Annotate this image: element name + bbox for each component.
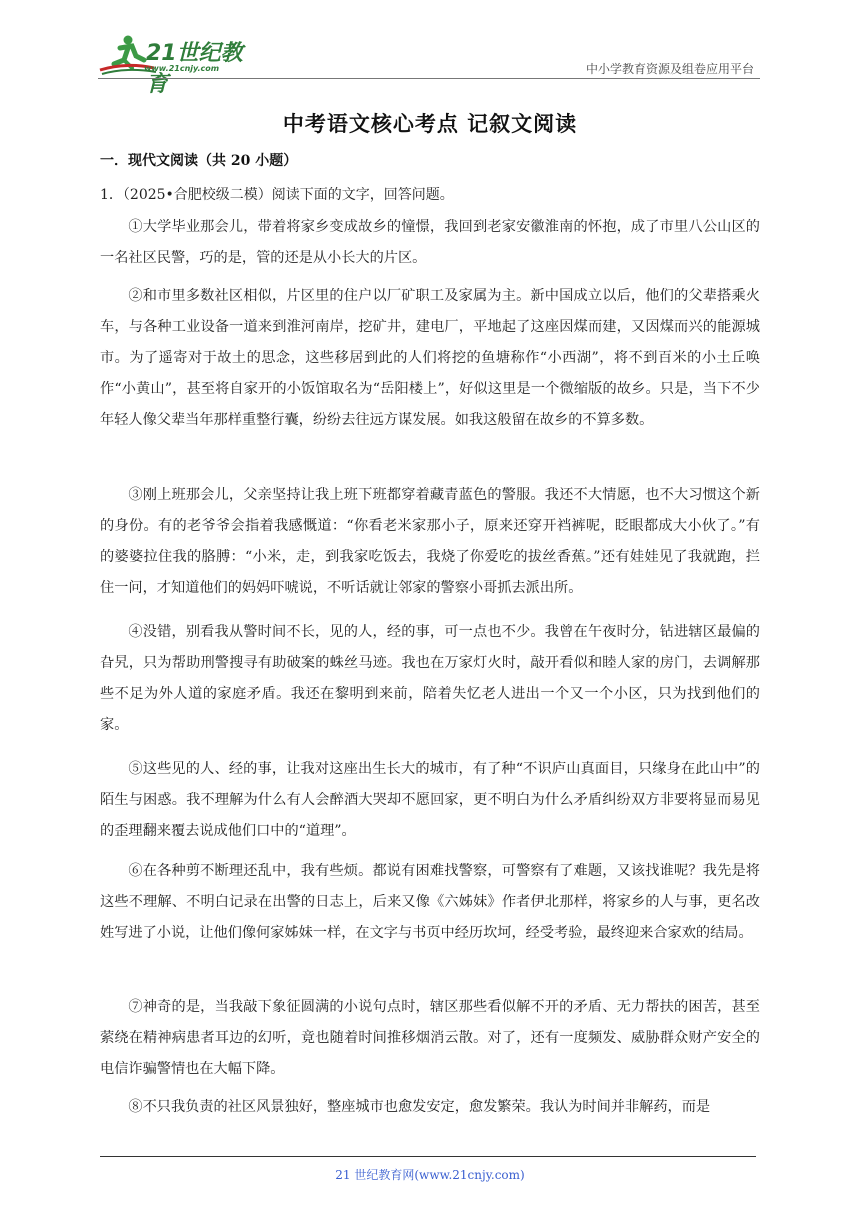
paragraph-6: ⑥在各种剪不断理还乱中，我有些烦。都说有困难找警察，可警察有了难题，又该找谁呢？我先是将这些不理解、不明白记录在出警的日志上，后来又像《六姊妹》作者伊北那样，将家乡的人与事，更名改姓写进了小说，让他们像何家姊妹一样，在文字与书页中经历坎坷，经受考验，最终迎来合家欢的结局。 bbox=[100, 863, 760, 941]
paragraph-8: ⑧不只我负责的社区风景独好，整座城市也愈发安定，愈发繁荣。我认为时间并非解药，而是 bbox=[128, 1099, 711, 1115]
header-divider bbox=[98, 78, 760, 79]
paragraph-2: ②和市里多数社区相似，片区里的住户以厂矿职工及家属为主。新中国成立以后，他们的父辈搭乘火车，与各种工业设备一道来到淮河南岸，挖矿井，建电厂，平地起了这座因煤而建，又因煤而兴的能源城市。为了遥寄对于故土的思念，这些移居到此的人们将挖的鱼塘称作“小西湖”，将不到百米的小土丘唤作“小黄山”，甚至将自家开的小饭馆取名为“岳阳楼上”，好似这里是一个微缩版的故乡。只是，当下不少年轻人像父辈当年那样重整行囊，纷纷去往远方谋发展。如我这般留在故乡的不算多数。 bbox=[100, 288, 760, 428]
paragraph-3: ③刚上班那会儿，父亲坚持让我上班下班都穿着藏青蓝色的警服。我还不大情愿，也不大习惯这个新的身份。有的老爷爷会指着我感慨道：“你看老米家那小子，原来还穿开裆裤呢，眨眼都成大小伙了。”有的婆婆拉住我的胳膊：“小米，走，到我家吃饭去，我烧了你爱吃的拔丝香蕉。”还有娃娃见了我就跑，拦住一问，才知道他们的妈妈吓唬说，不听话就让邻家的警察小哥抓去派出所。 bbox=[100, 487, 760, 596]
page-title: 中考语文核心考点 记叙文阅读 bbox=[282, 111, 578, 136]
section-heading: 一．现代文阅读（共 20 小题） bbox=[100, 153, 298, 169]
question-stem: 1．（2025•合肥校级二模）阅读下面的文字，回答问题。 bbox=[100, 187, 454, 203]
site-logo[interactable] bbox=[98, 34, 258, 97]
logo-url: www.21cnjy.com bbox=[144, 64, 220, 73]
page-header bbox=[98, 30, 760, 97]
logo-text: 21世纪教育 bbox=[146, 41, 243, 97]
footer-link[interactable]: 21 世纪教育网(www.21cnjy.com) bbox=[335, 1168, 525, 1182]
paragraph-1: ①大学毕业那会儿，带着将家乡变成故乡的憧憬，我回到老家安徽淮南的怀抱，成了市里八公山区的一名社区民警，巧的是，管的还是从小长大的片区。 bbox=[100, 219, 760, 266]
paragraph-4: ④没错，别看我从警时间不长，见的人，经的事，可一点也不少。我曾在午夜时分，钻进辖区最偏的旮旯，只为帮助刑警搜寻有助破案的蛛丝马迹。我也在万家灯火时，敲开看似和睦人家的房门，去调解那些不足为外人道的家庭矛盾。我还在黎明到来前，陪着失忆老人进出一个又一个小区，只为找到他们的家。 bbox=[100, 624, 760, 733]
platform-name: 中小学教育资源及组卷应用平台 bbox=[585, 62, 754, 76]
paragraph-7: ⑦神奇的是，当我敲下象征圆满的小说句点时，辖区那些看似解不开的矛盾、无力帮扶的困苦，甚至萦绕在精神病患者耳边的幻听，竟也随着时间推移烟消云散。对了，还有一度频发、威胁群众财产安全的电信诈骗警情也在大幅下降。 bbox=[100, 999, 760, 1077]
footer-divider bbox=[100, 1156, 756, 1157]
paragraph-5: ⑤这些见的人、经的事，让我对这座出生长大的城市，有了种“不识庐山真面目，只缘身在此山中”的陌生与困惑。我不理解为什么有人会醉酒大哭却不愿回家，更不明白为什么矛盾纠纷双方非要将显而易见的歪理翻来覆去说成他们口中的“道理”。 bbox=[100, 761, 760, 839]
